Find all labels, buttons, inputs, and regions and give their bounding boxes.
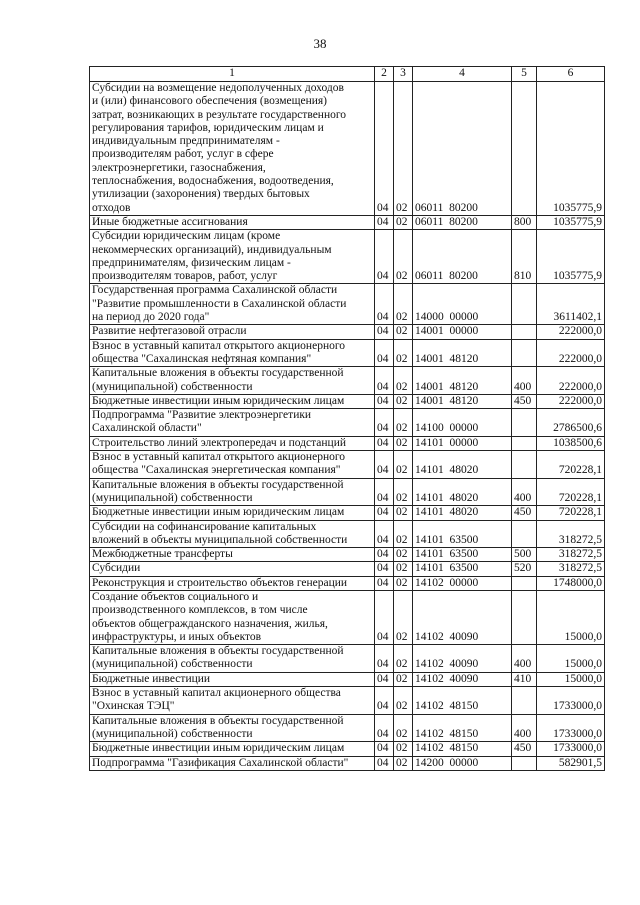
row-amount: 720228,1 [537,451,605,479]
row-expense-type: 400 [512,714,537,742]
header-col-1: 1 [90,67,375,82]
row-subsection: 02 [394,230,413,284]
table-row [90,230,605,284]
row-section: 04 [375,687,394,715]
row-expense-type [512,436,537,450]
row-subsection: 02 [394,409,413,437]
row-section: 04 [375,215,394,229]
row-section: 04 [375,520,394,548]
row-target-article: 14101 48020 [413,506,512,520]
row-section: 04 [375,284,394,325]
table-row [90,687,605,715]
row-section: 04 [375,230,394,284]
page-number: 38 [313,36,327,51]
table-row [90,520,605,548]
row-amount: 720228,1 [537,478,605,506]
row-subsection: 02 [394,451,413,479]
row-amount: 720228,1 [537,506,605,520]
row-subsection: 02 [394,742,413,756]
row-amount: 1038500,6 [537,436,605,450]
row-name: Подпрограмма "Газификация Сахалинской области" [90,756,375,770]
row-name: Реконструкция и строительство объектов генерации [90,576,375,590]
row-amount: 318272,5 [537,520,605,548]
row-expense-type: 450 [512,742,537,756]
row-target-article: 14101 00000 [413,436,512,450]
row-amount: 1733000,0 [537,742,605,756]
row-expense-type: 400 [512,478,537,506]
row-target-article: 14102 48150 [413,742,512,756]
row-subsection: 02 [394,548,413,562]
row-expense-type: 400 [512,367,537,395]
row-target-article: 14102 40090 [413,672,512,686]
row-name: Субсидии юридическим лицам (кроме некоммерческих организаций), индивидуальным предпринимателям, физическим лицам - производителям товаров, работ, услуг [90,230,375,284]
table-row [90,756,605,770]
row-section: 04 [375,590,394,644]
row-name: Бюджетные инвестиции иным юридическим лицам [90,742,375,756]
row-expense-type: 810 [512,230,537,284]
row-expense-type: 500 [512,548,537,562]
row-target-article: 14101 63500 [413,548,512,562]
row-section: 04 [375,478,394,506]
table-row [90,645,605,673]
row-target-article: 14200 00000 [413,756,512,770]
row-target-article: 14101 63500 [413,562,512,576]
row-amount: 1748000,0 [537,576,605,590]
header-col-4: 4 [413,67,512,82]
row-name: Капитальные вложения в объекты государственной (муниципальной) собственности [90,645,375,673]
row-subsection: 02 [394,215,413,229]
row-name: Бюджетные инвестиции иным юридическим лицам [90,394,375,408]
row-target-article: 14100 00000 [413,409,512,437]
table-row [90,672,605,686]
row-section: 04 [375,394,394,408]
table-row [90,409,605,437]
row-subsection: 02 [394,367,413,395]
row-section: 04 [375,742,394,756]
row-target-article: 14101 48020 [413,478,512,506]
row-amount: 1733000,0 [537,714,605,742]
row-name: Капитальные вложения в объекты государственной (муниципальной) собственности [90,367,375,395]
row-subsection: 02 [394,82,413,216]
row-amount: 1035775,9 [537,215,605,229]
row-target-article: 06011 80200 [413,215,512,229]
table-row [90,82,605,216]
row-amount: 222000,0 [537,367,605,395]
row-subsection: 02 [394,284,413,325]
header-col-6: 6 [537,67,605,82]
row-name: Субсидии на софинансирование капитальных вложений в объекты муниципальной собственности [90,520,375,548]
row-expense-type: 450 [512,394,537,408]
table-row [90,478,605,506]
row-target-article: 14001 48120 [413,367,512,395]
table-row [90,394,605,408]
row-target-article: 14001 48120 [413,339,512,367]
row-expense-type [512,756,537,770]
row-expense-type: 410 [512,672,537,686]
row-expense-type [512,82,537,216]
row-target-article: 14101 48020 [413,451,512,479]
row-name: Капитальные вложения в объекты государственной (муниципальной) собственности [90,478,375,506]
row-subsection: 02 [394,478,413,506]
table-row [90,436,605,450]
row-name: Межбюджетные трансферты [90,548,375,562]
row-expense-type [512,284,537,325]
row-expense-type: 400 [512,645,537,673]
header-col-5: 5 [512,67,537,82]
table-row [90,325,605,339]
row-target-article: 14000 00000 [413,284,512,325]
row-name: Взнос в уставный капитал открытого акционерного общества "Сахалинская нефтяная компания" [90,339,375,367]
row-subsection: 02 [394,436,413,450]
row-subsection: 02 [394,756,413,770]
row-subsection: 02 [394,394,413,408]
row-expense-type [512,409,537,437]
row-section: 04 [375,339,394,367]
row-expense-type: 800 [512,215,537,229]
row-amount: 1733000,0 [537,687,605,715]
row-subsection: 02 [394,714,413,742]
row-name: Субсидии на возмещение недополученных доходов и (или) финансового обеспечения (возмещения) затрат, возникающих в результате государственного регулирования тарифов, юридическим лицам и индивидуальным предпринимателям - производителям работ, услуг в сфере электроэнергетики, газоснабжения, теплоснабжения, водоснабжения, водоотведения, утилизации (захоронения) твердых бытовых отходов [90,82,375,216]
table-row [90,742,605,756]
row-amount: 318272,5 [537,548,605,562]
row-name: Развитие нефтегазовой отрасли [90,325,375,339]
row-amount: 15000,0 [537,645,605,673]
row-section: 04 [375,672,394,686]
table-row [90,576,605,590]
row-subsection: 02 [394,562,413,576]
table-row [90,714,605,742]
row-section: 04 [375,506,394,520]
table-row [90,367,605,395]
row-name: Государственная программа Сахалинской области "Развитие промышленности в Сахалинской области на период до 2020 года" [90,284,375,325]
row-name: Бюджетные инвестиции иным юридическим лицам [90,506,375,520]
row-name: Субсидии [90,562,375,576]
row-amount: 15000,0 [537,590,605,644]
row-expense-type: 520 [512,562,537,576]
row-expense-type [512,687,537,715]
row-section: 04 [375,451,394,479]
row-name: Капитальные вложения в объекты государственной (муниципальной) собственности [90,714,375,742]
table-row [90,590,605,644]
row-amount: 1035775,9 [537,82,605,216]
row-amount: 15000,0 [537,672,605,686]
row-subsection: 02 [394,672,413,686]
table-row [90,451,605,479]
row-section: 04 [375,645,394,673]
row-expense-type [512,339,537,367]
row-amount: 222000,0 [537,339,605,367]
row-section: 04 [375,325,394,339]
row-name: Иные бюджетные ассигнования [90,215,375,229]
row-section: 04 [375,756,394,770]
table-row [90,506,605,520]
header-col-2: 2 [375,67,394,82]
row-expense-type [512,325,537,339]
row-section: 04 [375,562,394,576]
row-name: Подпрограмма "Развитие электроэнергетики Сахалинской области" [90,409,375,437]
table-row [90,215,605,229]
row-target-article: 14102 40090 [413,645,512,673]
table-header-row [90,67,605,82]
row-section: 04 [375,82,394,216]
row-section: 04 [375,409,394,437]
row-amount: 318272,5 [537,562,605,576]
row-target-article: 14101 63500 [413,520,512,548]
row-section: 04 [375,367,394,395]
row-amount: 222000,0 [537,325,605,339]
row-expense-type [512,451,537,479]
row-expense-type [512,576,537,590]
row-amount: 1035775,9 [537,230,605,284]
row-expense-type [512,590,537,644]
header-col-3: 3 [394,67,413,82]
row-subsection: 02 [394,576,413,590]
row-subsection: 02 [394,325,413,339]
row-target-article: 06011 80200 [413,230,512,284]
row-expense-type [512,520,537,548]
row-target-article: 14102 40090 [413,590,512,644]
row-name: Строительство линий электропередач и подстанций [90,436,375,450]
row-name: Взнос в уставный капитал открытого акционерного общества "Сахалинская энергетическая компания" [90,451,375,479]
row-amount: 222000,0 [537,394,605,408]
row-subsection: 02 [394,506,413,520]
row-amount: 3611402,1 [537,284,605,325]
row-section: 04 [375,576,394,590]
row-target-article: 14102 48150 [413,687,512,715]
row-expense-type: 450 [512,506,537,520]
row-subsection: 02 [394,520,413,548]
row-target-article: 06011 80200 [413,82,512,216]
table-row [90,562,605,576]
row-amount: 2786500,6 [537,409,605,437]
table-row [90,339,605,367]
row-section: 04 [375,714,394,742]
table-row [90,548,605,562]
table-row [90,284,605,325]
row-subsection: 02 [394,687,413,715]
budget-table [89,66,605,771]
row-section: 04 [375,436,394,450]
row-name: Создание объектов социального и производственного комплексов, в том числе объектов общегражданского назначения, жилья, инфраструктуры, и иных объектов [90,590,375,644]
row-subsection: 02 [394,645,413,673]
row-target-article: 14102 48150 [413,714,512,742]
row-subsection: 02 [394,590,413,644]
row-name: Взнос в уставный капитал акционерного общества "Охинская ТЭЦ" [90,687,375,715]
row-target-article: 14102 00000 [413,576,512,590]
row-section: 04 [375,548,394,562]
row-subsection: 02 [394,339,413,367]
row-amount: 582901,5 [537,756,605,770]
row-target-article: 14001 48120 [413,394,512,408]
row-name: Бюджетные инвестиции [90,672,375,686]
row-target-article: 14001 00000 [413,325,512,339]
